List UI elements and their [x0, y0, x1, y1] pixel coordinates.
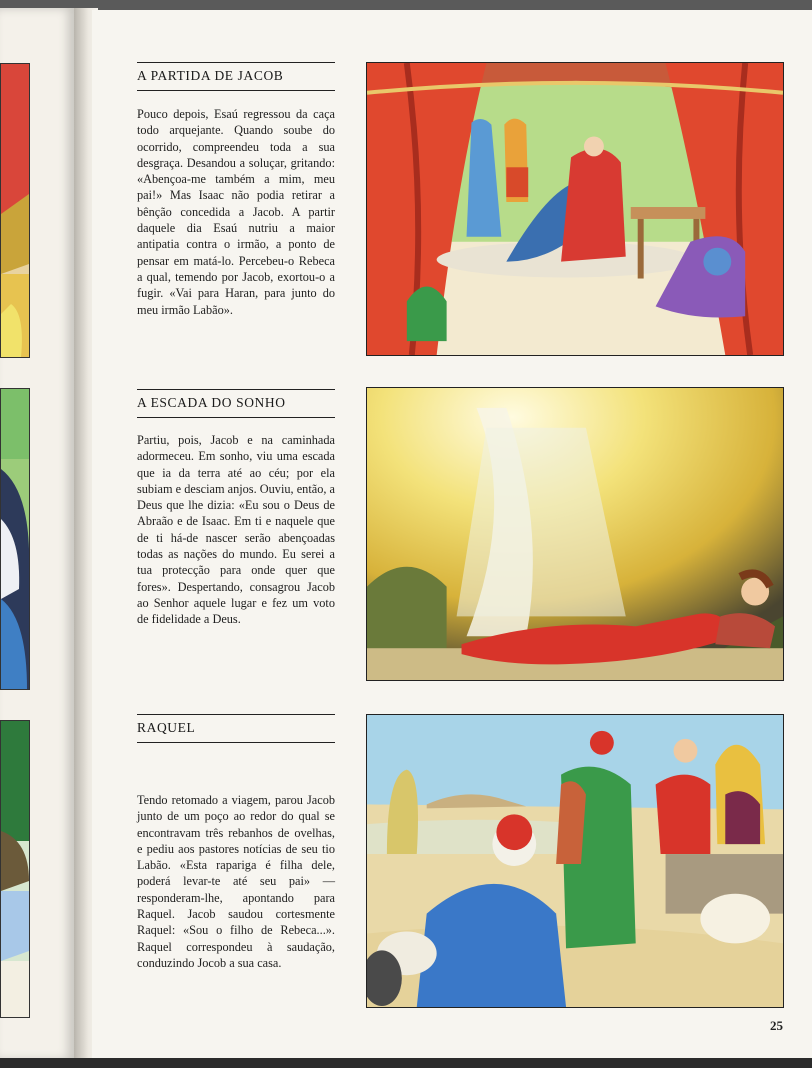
illustration-jacob-ladder-dream — [366, 387, 784, 681]
previous-page-illustration-2 — [0, 388, 30, 690]
section-title-a-partida-de-jacob: A PARTIDA DE JACOB — [137, 62, 335, 91]
section-text-a-escada-do-sonho: Partiu, pois, Jacob e na caminhada adormeceu. Em sonho, viu uma escada que ia da terra até ao céu; por ela subiam e desciam anjos. Ouviu, então, a Deus que lhe dizia: «Eu sou o Deus de Abraão e de Isaac. Em ti e naquele que de ti há-de nascer serão abençoadas todas as nações do mundo. Eu serei a tua protecção para onde quer que fores». Despertando, consagrou Jacob ao Senhor aquele lugar e fez um voto de fidelidade a Deus. — [137, 433, 335, 627]
section-text-raquel: Tendo retomado a viagem, parou Jacob junto de um poço ao redor do qual se encontravam três rebanhos de ovelhas, e pediu aos pastores notícias de seu tio Labão. «Esta rapariga é filha dele, poderá levar-te até seu pai» — responderam-lhe, apontando para Raquel. Jacob saudou cortesmente Raquel: «Sou o filho de Rebeca...». Raquel correspondeu à saudação, conduzindo Jocob a sua casa. — [137, 793, 335, 970]
section-text-a-partida-de-jacob: Pouco depois, Esaú regressou da caça todo arquejante. Quando soube do ocorrido, compreendeu toda a sua desgraça. Desandou a soluçar, gritando: «Abençoa-me também a mim, meu pai!» Mas Isaac não podia retirar a bênção concedida a Jacob. A partir daquele dia Esaú nutriu a maior antipatia contra o irmão, a ponto de pensar em matá-lo. Percebeu-o Rebeca a qual, temendo por Jacob, exortou-o a fugir. «Vai para Haran, para junto do meu irmão Labão». — [137, 107, 335, 317]
previous-page-illustration-3 — [0, 720, 30, 1018]
section-title-raquel: RAQUEL — [137, 714, 335, 743]
illustration-isaac-blessing-tent — [366, 62, 784, 356]
scan-top-edge — [0, 0, 812, 10]
section-title-a-escada-do-sonho: A ESCADA DO SONHO — [137, 389, 335, 418]
illustration-jacob-meets-shepherds — [366, 714, 784, 1008]
scan-bottom-edge — [0, 1058, 812, 1068]
previous-page-illustration-1 — [0, 63, 30, 358]
page-number: 25 — [770, 1018, 783, 1033]
previous-page-edge — [0, 8, 74, 1060]
